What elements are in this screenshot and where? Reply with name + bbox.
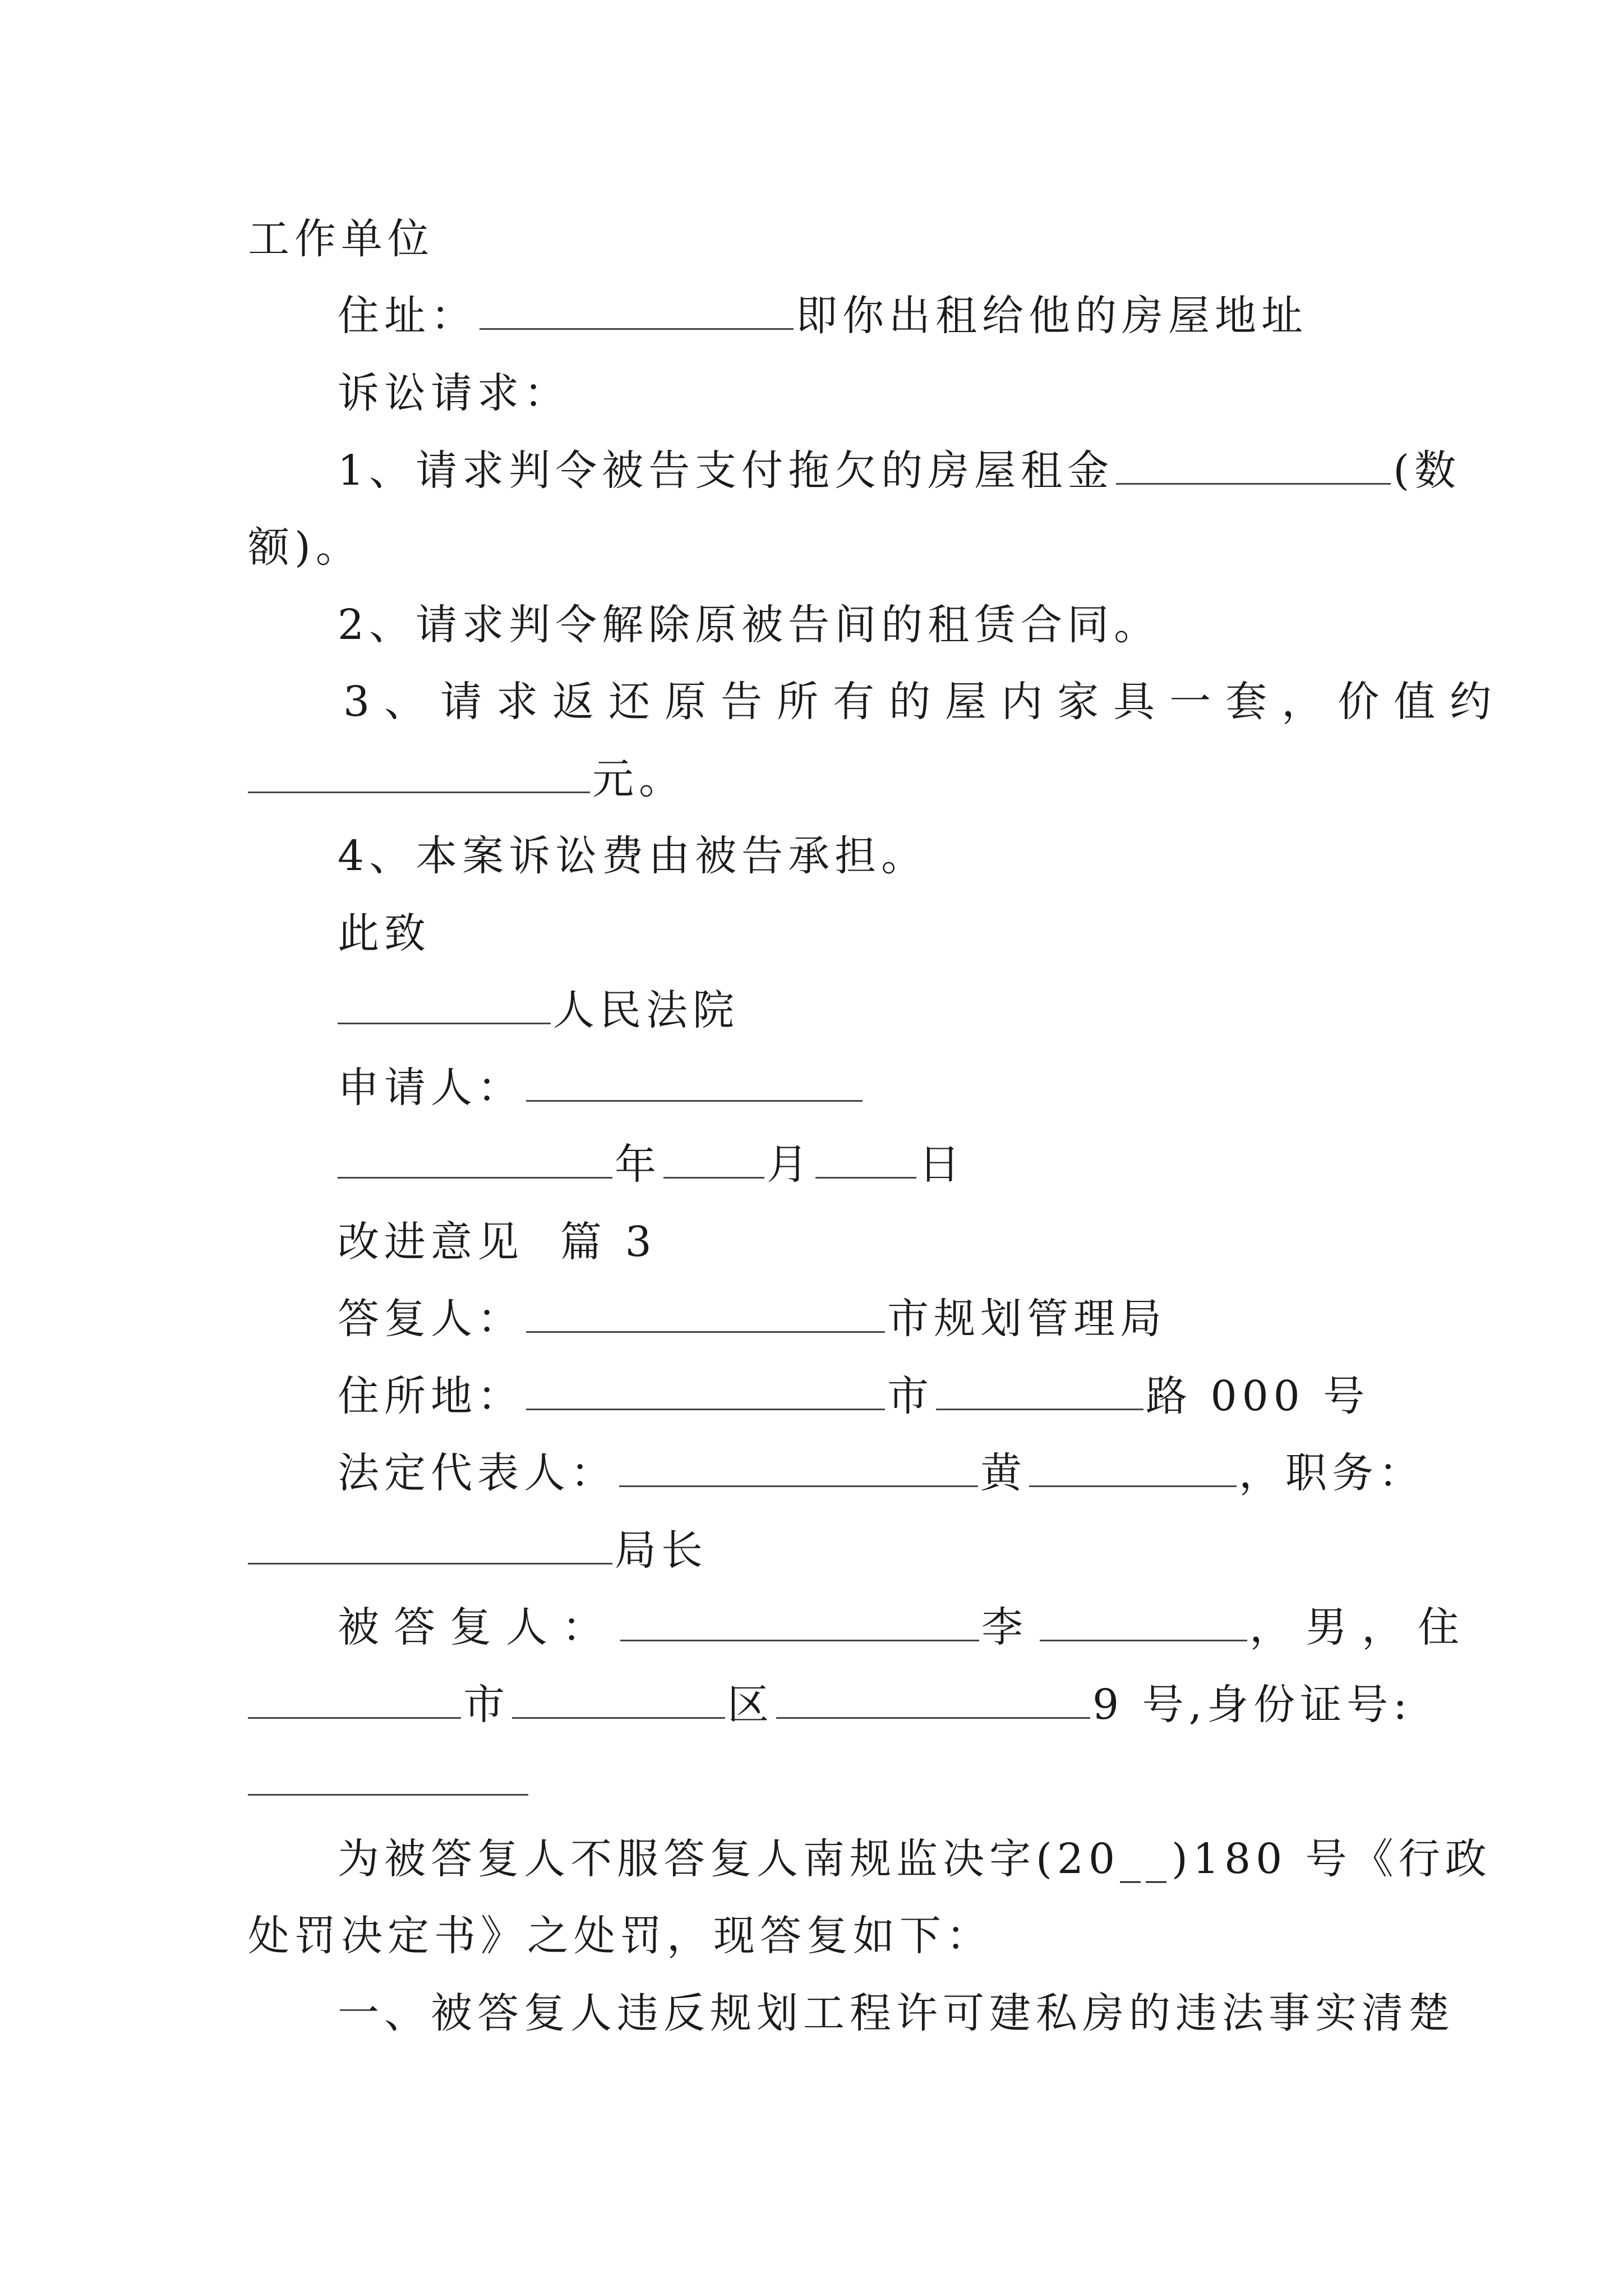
year-label: 年 — [615, 1140, 661, 1189]
street-blank — [776, 1680, 1090, 1719]
applicant-label: 申请人： — [338, 1064, 524, 1112]
to-text: 此致 — [338, 909, 431, 958]
male-live: ，男，住 — [1249, 1603, 1474, 1651]
position-label: ，职务： — [1239, 1449, 1425, 1497]
huang-name-blank — [1029, 1448, 1237, 1487]
surname-huang: 黄 — [980, 1449, 1027, 1497]
para1-text: 为被答复人不服答复人南规监决字(20__)180 号《行政 — [338, 1835, 1492, 1883]
day-blank — [815, 1140, 916, 1179]
para1-cont-line — [248, 1910, 993, 1962]
month-blank — [663, 1140, 764, 1179]
respondee-line — [338, 1602, 1474, 1653]
applicant-blank — [526, 1063, 863, 1102]
date-line — [338, 1139, 965, 1190]
residence-label: 住所地： — [338, 1372, 524, 1420]
applicant-line — [338, 1062, 865, 1114]
section-title: 改进意见 篇 3 — [338, 1218, 657, 1266]
residence-blank — [526, 1372, 885, 1410]
respondent-label: 答复人： — [338, 1295, 524, 1343]
legal-rep-blank — [619, 1448, 978, 1487]
claim3-line — [343, 676, 1506, 728]
furniture-value-blank — [248, 754, 590, 793]
claim3-cont: 元。 — [592, 755, 685, 803]
claim1-line — [338, 445, 1461, 496]
city2-label: 市 — [463, 1681, 510, 1729]
respondee-label: 被答复人： — [338, 1603, 618, 1651]
claim3-text: 3、请求返还原告所有的屋内家具一套，价值约 — [343, 678, 1506, 726]
claim1-text: 1、请求判令被告支付拖欠的房屋租金 — [338, 447, 1114, 495]
residence-line — [338, 1370, 1370, 1422]
district-label: 区 — [727, 1681, 774, 1729]
work-unit-line — [248, 213, 434, 265]
address-label: 住址： — [338, 292, 477, 340]
court-name-blank — [338, 986, 551, 1024]
claim2-line — [338, 599, 1160, 651]
road-blank — [936, 1372, 1144, 1410]
rent-amount-blank — [1116, 446, 1391, 485]
claim4-text: 4、本案诉讼费由被告承担。 — [338, 832, 928, 880]
claim4-line — [338, 830, 928, 882]
section-title-line — [338, 1216, 657, 1268]
road-label: 路 000 号 — [1146, 1372, 1370, 1420]
director-text: 局长 — [615, 1526, 708, 1575]
director-line — [248, 1525, 708, 1576]
claim1-cont-line — [248, 522, 362, 573]
city-label: 市 — [887, 1372, 934, 1420]
respondent-org: 市规划管理局 — [887, 1295, 1166, 1343]
legal-rep-line — [338, 1447, 1425, 1499]
claim3-cont-line — [248, 753, 685, 805]
para2-line — [338, 1987, 1455, 2039]
address-line — [338, 290, 1308, 342]
city-blank — [248, 1680, 461, 1719]
para1-line — [338, 1833, 1492, 1885]
respondent-blank — [526, 1294, 885, 1333]
month-label: 月 — [767, 1140, 813, 1189]
claims-title-line — [338, 367, 570, 419]
respondee-blank — [620, 1603, 979, 1641]
address-note: 即你出租给他的房屋地址 — [796, 292, 1308, 340]
district-blank — [512, 1680, 725, 1719]
day-label: 日 — [919, 1140, 965, 1189]
court-text: 人民法院 — [553, 986, 739, 1034]
claim1-paren: (数 — [1393, 447, 1461, 495]
work-unit-text: 工作单位 — [248, 215, 434, 263]
address-detail-line — [248, 1679, 1412, 1731]
house-id-label: 9 号,身份证号: — [1092, 1681, 1413, 1729]
claim2-text: 2、请求判令解除原被告间的租赁合同。 — [338, 601, 1161, 649]
id-number-blank — [248, 1757, 528, 1796]
to-line — [338, 908, 431, 959]
year-blank — [338, 1140, 612, 1179]
court-line — [338, 984, 739, 1036]
claim1-cont: 额)。 — [248, 523, 362, 572]
respondent-line — [338, 1293, 1166, 1345]
surname-li: 李 — [981, 1603, 1038, 1651]
para1-cont: 处罚决定书》之处罚，现答复如下： — [248, 1912, 993, 1960]
address-blank — [479, 291, 794, 330]
id-number-line — [248, 1756, 531, 1807]
claims-title: 诉讼请求： — [338, 369, 570, 417]
director-blank — [248, 1526, 612, 1565]
para2-text: 一、被答复人违反规划工程许可建私房的违法事实清楚 — [338, 1989, 1455, 2037]
legal-rep-label: 法定代表人： — [338, 1449, 617, 1497]
li-name-blank — [1040, 1603, 1247, 1641]
